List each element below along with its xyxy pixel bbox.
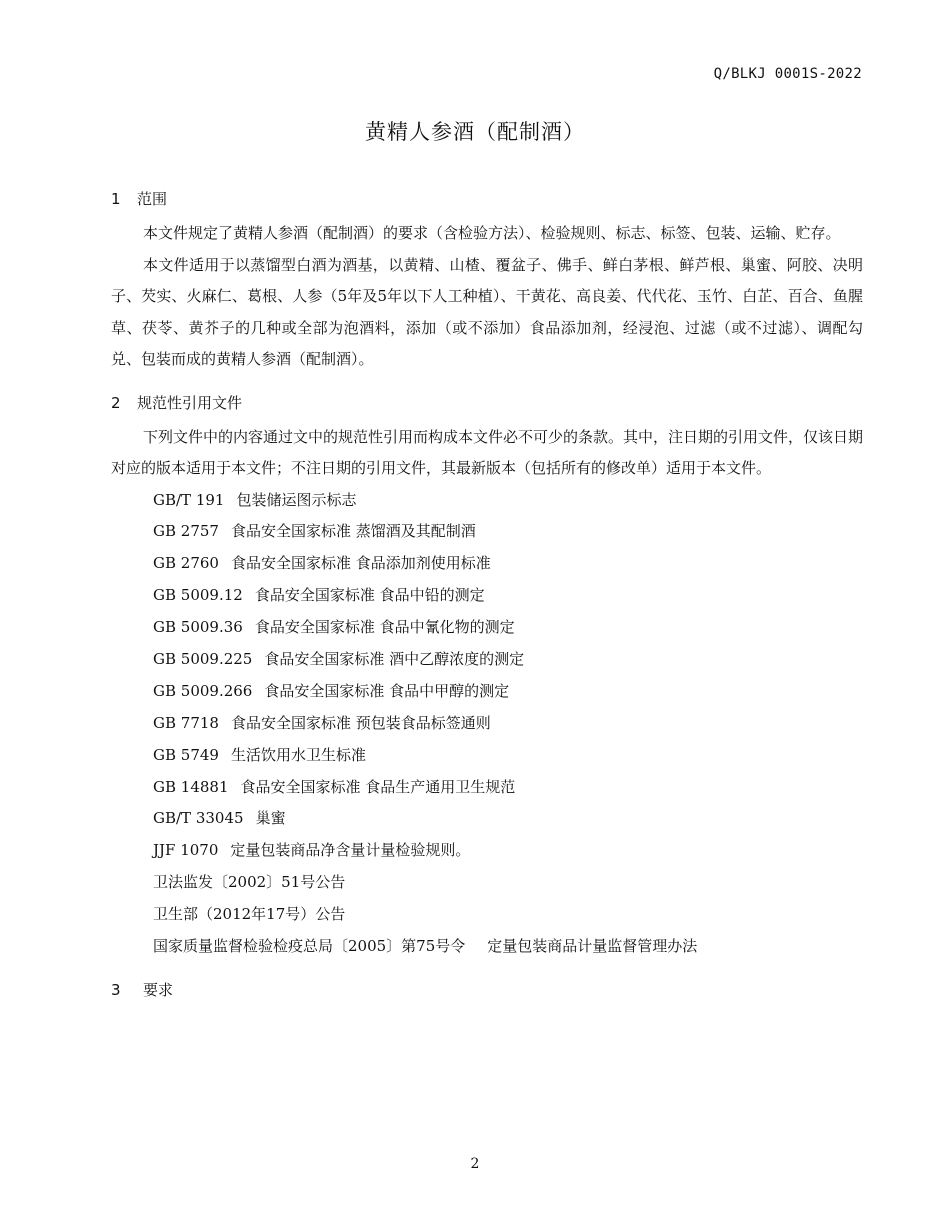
reference-item xyxy=(111,708,863,740)
paragraph: 下列文件中的内容通过文中的规范性引用而构成本文件必不可少的条款。其中，注日期的引用文件，仅该日期对应的版本适用于本文件；不注日期的引用文件，其最新版本（包括所有的修改单）适用于本文件。 xyxy=(111,427,864,477)
reference-code: GB/T 191 xyxy=(153,490,225,509)
reference-code: GB 14881 xyxy=(153,777,229,796)
reference-title: 食品安全国家标准 食品中氰化物的测定 xyxy=(254,618,515,637)
reference-item xyxy=(111,740,863,772)
reference-code: 卫生部（2012年17号）公告 xyxy=(153,905,346,924)
section-number: 1 xyxy=(111,190,121,208)
reference-title: 食品安全国家标准 食品中铅的测定 xyxy=(254,586,485,605)
reference-item xyxy=(111,835,863,867)
reference-item xyxy=(111,931,863,963)
reference-code: 卫法监发〔2002〕51号公告 xyxy=(153,873,346,892)
reference-code: GB 2760 xyxy=(153,554,219,573)
reference-code: GB/T 33045 xyxy=(153,809,244,828)
reference-code: 国家质量监督检验检疫总局〔2005〕第75号令 xyxy=(153,936,466,955)
reference-item xyxy=(111,676,863,708)
section-title: 要求 xyxy=(143,980,174,999)
section-3-heading xyxy=(111,977,863,1003)
section-title: 规范性引用文件 xyxy=(137,393,243,412)
reference-code: JJF 1070 xyxy=(153,841,219,860)
reference-item xyxy=(111,772,863,804)
reference-title: 定量包装商品计量监督管理办法 xyxy=(487,936,698,955)
document-body xyxy=(111,186,863,1003)
reference-title: 生活饮用水卫生标准 xyxy=(230,745,366,764)
section-2-heading xyxy=(111,390,863,416)
section-title: 范围 xyxy=(137,190,168,208)
reference-code: GB 2757 xyxy=(153,522,219,541)
reference-item xyxy=(111,516,863,548)
section-number: 3 xyxy=(111,980,121,999)
reference-code: GB 5009.266 xyxy=(153,681,253,700)
paragraph: 本文件适用于以蒸馏型白酒为酒基，以黄精、山楂、覆盆子、佛手、鲜白茅根、鲜芦根、巢蜜、阿胶、决明子、芡实、火麻仁、葛根、人参（5年及5年以下人工种植）、干黄花、高良姜、代代花、玉竹、白芷、百合、鱼腥草、茯苓、黄芥子的几种或全部为泡酒料，添加（或不添加）食品添加剂，经浸泡、过滤（或不过滤）、调配勾兑、包装而成的黄精人参酒（配制酒）。 xyxy=(111,255,863,368)
standard-number: Q/BLKJ 0001S-2022 xyxy=(713,66,862,82)
reference-code: GB 7718 xyxy=(153,713,219,732)
reference-title: 食品安全国家标准 食品中甲醇的测定 xyxy=(264,681,510,700)
reference-code: GB 5749 xyxy=(153,745,219,764)
section-number: 2 xyxy=(111,393,121,412)
reference-title: 食品安全国家标准 酒中乙醇浓度的测定 xyxy=(264,649,525,668)
document-title: 黄精人参酒（配制酒） xyxy=(365,120,585,144)
section-1-heading xyxy=(111,186,863,212)
page-number: 2 xyxy=(470,1156,480,1172)
reference-item xyxy=(111,867,863,899)
reference-title: 巢蜜 xyxy=(255,809,286,828)
reference-title: 定量包装商品净含量计量检验规则。 xyxy=(230,841,471,860)
reference-title: 食品安全国家标准 蒸馏酒及其配制酒 xyxy=(230,522,476,541)
reference-item xyxy=(111,612,863,644)
reference-code: GB 5009.12 xyxy=(153,586,243,605)
reference-title: 包装储运图示标志 xyxy=(236,490,357,509)
reference-title: 食品安全国家标准 食品添加剂使用标准 xyxy=(230,554,491,573)
reference-item xyxy=(111,899,863,931)
reference-code: GB 5009.36 xyxy=(153,618,243,637)
reference-title: 食品安全国家标准 食品生产通用卫生规范 xyxy=(240,777,516,796)
reference-title: 食品安全国家标准 预包装食品标签通则 xyxy=(230,713,491,732)
reference-code: GB 5009.225 xyxy=(153,649,253,668)
reference-item xyxy=(111,644,863,676)
reference-item xyxy=(111,580,863,612)
reference-list xyxy=(111,485,863,963)
paragraph: 本文件规定了黄精人参酒（配制酒）的要求（含检验方法）、检验规则、标志、标签、包装、运输、贮存。 xyxy=(143,224,841,242)
reference-item xyxy=(111,548,863,580)
reference-item xyxy=(111,803,863,835)
reference-item xyxy=(111,485,863,517)
